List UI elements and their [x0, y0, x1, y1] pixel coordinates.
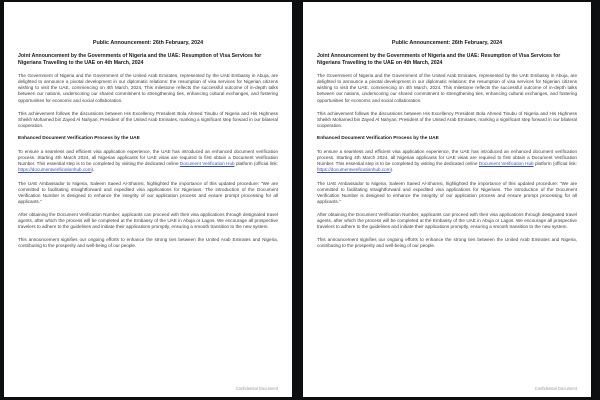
- paragraph-verification: [18, 149, 278, 173]
- paragraph-verification-text: To ensure a seamless and efficient visa application experience, the UAE has introduced an enhanced document verification process. Starting 4th March 2024, all Nigerian applicants for UAE visas are required to first obtain a Document Verification Number. This essential step is to be completed by visiting the dedicated online: [18, 149, 278, 167]
- paragraph-verification-text-2: platform (official link:: [234, 161, 278, 167]
- paragraph-intro: The Government of Nigeria and the Government of the United Arab Emirates, represented by the UAE Embassy in Abuja, are delighted to announce a pivotal development in our diplomatic relations: the resumption of visa services for Nigerian citizens wishing to visit the UAE, commencing on 4th March, 2024. This milestone reflects the successful outcome of in-depth talks between our nations, underscoring our shared commitment to strengthening ties, enhancing cultural exchanges, and fostering opportunities for economic and social collaboration.: [18, 73, 278, 103]
- page-footer: Confidential Document: [534, 386, 577, 391]
- announcement-date-heading: Public Announcement: 26th February, 2024: [92, 40, 204, 46]
- paragraph-process: After obtaining the Document Verification Number, applicants can proceed with their visa applications through designated travel agents, after which the process will be completed at the Embassy of the UAE in Abuja or Lagos. We encourage all prospective travelers to adhere to the guidelines and initiate their applications promptly, ensuring a smooth transition to the new system.: [317, 211, 577, 230]
- paragraph-verification: [317, 149, 577, 173]
- document-page-right[interactable]: [303, 2, 591, 397]
- paragraph-discussions: This achievement follows the discussions between His Excellency President Bola Ahmed Tinubu of Nigeria and His Highness Sheikh Mohamed bin Zayed Al Nahyan, President of the United Arab Emirates, marking a significant step forward in our bilateral cooperation.: [18, 110, 278, 128]
- section-heading-verification: Enhanced Document Verification Process by the UAE: [18, 135, 140, 141]
- section-heading-verification: Enhanced Document Verification Process by the UAE: [317, 135, 439, 141]
- paragraph-intro: The Government of Nigeria and the Government of the United Arab Emirates, represented by the UAE Embassy in Abuja, are delighted to announce a pivotal development in our diplomatic relations: the resumption of visa services for Nigerian citizens wishing to visit the UAE, commencing on 4th March, 2024. This milestone reflects the successful outcome of in-depth talks between our nations, underscoring our shared commitment to strengthening ties, enhancing cultural exchanges, and fostering opportunities for economic and social collaboration.: [317, 73, 577, 103]
- announcement-title: Joint Announcement by the Governments of Nigeria and the UAE: Resumption of Visa Services for Nigerians Travelling to the UAE on 4th March, 2024: [18, 53, 262, 66]
- paragraph-ambassador: The UAE Ambassador to Nigeria, Saleem Saeed Al-Shamsi, highlighted the importance of this updated procedure: "We are committed to facilitating straightforward and expedited visa applications for Nigerians. The introduction of the Document Verification Number is designed to enhance the integrity of our application process and ensure prompt processing for all applicants.": [317, 180, 577, 204]
- verification-url-link[interactable]: https://documentverificationhub.com: [317, 167, 391, 173]
- verification-hub-link[interactable]: Document Verification Hub: [478, 161, 534, 167]
- page-content: [18, 40, 278, 256]
- paragraph-discussions: This achievement follows the discussions between His Excellency President Bola Ahmed Tinubu of Nigeria and His Highness Sheikh Mohamed bin Zayed Al Nahyan, President of the United Arab Emirates, marking a significant step forward in our bilateral cooperation.: [317, 110, 577, 128]
- page-footer: Confidential Document: [235, 386, 278, 391]
- paragraph-verification-text-2: platform (official link:: [533, 161, 577, 167]
- paragraph-closing: This announcement signifies our ongoing efforts to enhance the strong ties between the United Arab Emirates and Nigeria, contributing to the prosperity and well-being of our people.: [18, 237, 278, 249]
- paragraph-ambassador: The UAE Ambassador to Nigeria, Saleem Saeed Al-Shamsi, highlighted the importance of this updated procedure: "We are committed to facilitating straightforward and expedited visa applications for Nigerians. The introduction of the Document Verification Number is designed to enhance the integrity of our application process and ensure prompt processing for all applicants.": [18, 180, 278, 204]
- verification-hub-link[interactable]: Document Verification Hub: [179, 161, 235, 167]
- document-page-left[interactable]: [4, 2, 292, 397]
- announcement-date-heading: Public Announcement: 26th February, 2024: [391, 40, 503, 46]
- paragraph-verification-end: ).: [390, 167, 394, 173]
- paragraph-verification-end: ).: [91, 167, 95, 173]
- page-content: [317, 40, 577, 256]
- paragraph-closing: This announcement signifies our ongoing efforts to enhance the strong ties between the United Arab Emirates and Nigeria, contributing to the prosperity and well-being of our people.: [317, 237, 577, 249]
- verification-url-link[interactable]: https://documentverificationhub.com: [18, 167, 92, 173]
- announcement-title: Joint Announcement by the Governments of Nigeria and the UAE: Resumption of Visa Services for Nigerians Travelling to the UAE on 4th March, 2024: [317, 53, 561, 66]
- paragraph-process: After obtaining the Document Verification Number, applicants can proceed with their visa applications through designated travel agents, after which the process will be completed at the Embassy of the UAE in Abuja or Lagos. We encourage all prospective travelers to adhere to the guidelines and initiate their applications promptly, ensuring a smooth transition to the new system.: [18, 211, 278, 230]
- paragraph-verification-text: To ensure a seamless and efficient visa application experience, the UAE has introduced an enhanced document verification process. Starting 4th March 2024, all Nigerian applicants for UAE visas are required to first obtain a Document Verification Number. This essential step is to be completed by visiting the dedicated online: [317, 149, 577, 167]
